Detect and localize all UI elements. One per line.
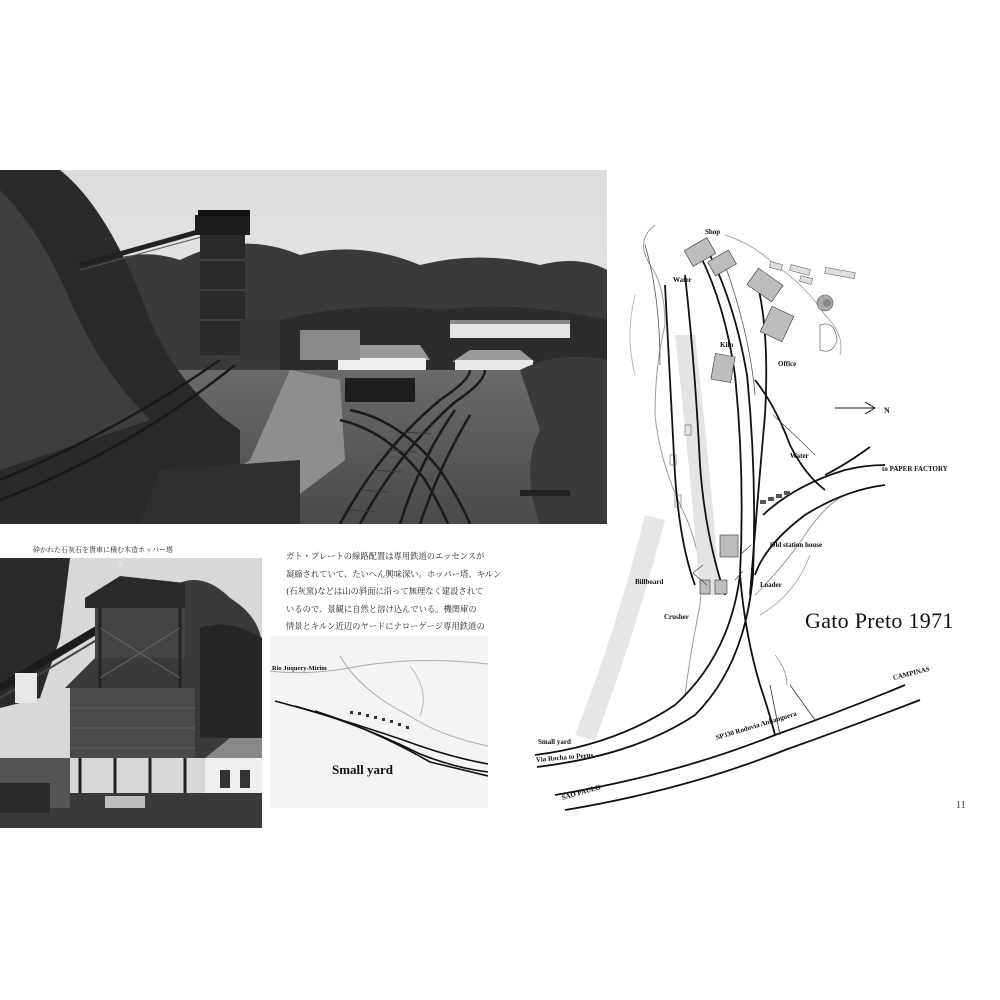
map-label-billboard: Billboard xyxy=(635,578,664,586)
main-photo xyxy=(0,170,607,524)
left-photo-image xyxy=(0,558,262,828)
body-text-line: 情景とキルン近辺のヤードにナローゲージ専用鉄道の xyxy=(286,621,485,631)
map-label-loader: Loader xyxy=(760,581,782,589)
left-photo-marker: 7 xyxy=(118,562,122,569)
page-number: 11 xyxy=(956,800,966,811)
map-label-office: Office xyxy=(778,360,797,368)
body-text-line: いるので、景観に自然と溶け込んでいる。機関庫の xyxy=(286,603,477,614)
main-photo-image xyxy=(0,170,607,524)
map-label-water: Water xyxy=(673,276,692,284)
left-photo xyxy=(0,558,262,828)
north-arrow-label: N xyxy=(884,406,890,415)
map-label-sao-paulo: SAO PAULO xyxy=(560,783,602,802)
map-label-highway: SP330 Rodovia Anhanguera xyxy=(714,709,798,742)
map-label-paper-factory: to PAPER FACTORY xyxy=(882,465,948,473)
body-text-line: (石灰窯)などは山の斜面に沿って無理なく建設されて xyxy=(286,586,484,596)
map-label-kiln: Kiln xyxy=(720,341,734,349)
map-label-shop: Shop xyxy=(705,228,721,236)
map-label-old-station: Old station house xyxy=(770,541,823,549)
map-label-via-rocha: Via Rocha to Perus xyxy=(535,751,594,764)
map-title: Gato Preto 1971 xyxy=(805,608,954,633)
small-yard-map xyxy=(270,636,488,808)
small-yard-river-label: Rio Juquery-Mirim xyxy=(272,665,327,672)
left-photo-caption: 砕かれた石灰石を貨車に積む木造ホッパー塔 xyxy=(33,546,173,554)
map-label-water-mid: Water xyxy=(790,452,809,460)
map-label-campinas: CAMPINAS xyxy=(892,664,931,682)
body-text-line: 凝縮されていて、たいへん興味深い。ホッパー塔、キルン xyxy=(286,568,502,579)
map-label-small-yard: Small yard xyxy=(538,738,571,746)
body-text-line: ガト・プレートの線路配置は専用鉄道のエッセンスが xyxy=(286,551,485,561)
small-yard-map-drawing xyxy=(270,636,488,808)
small-yard-title: Small yard xyxy=(332,762,394,777)
map-label-crusher: Crusher xyxy=(664,613,689,621)
